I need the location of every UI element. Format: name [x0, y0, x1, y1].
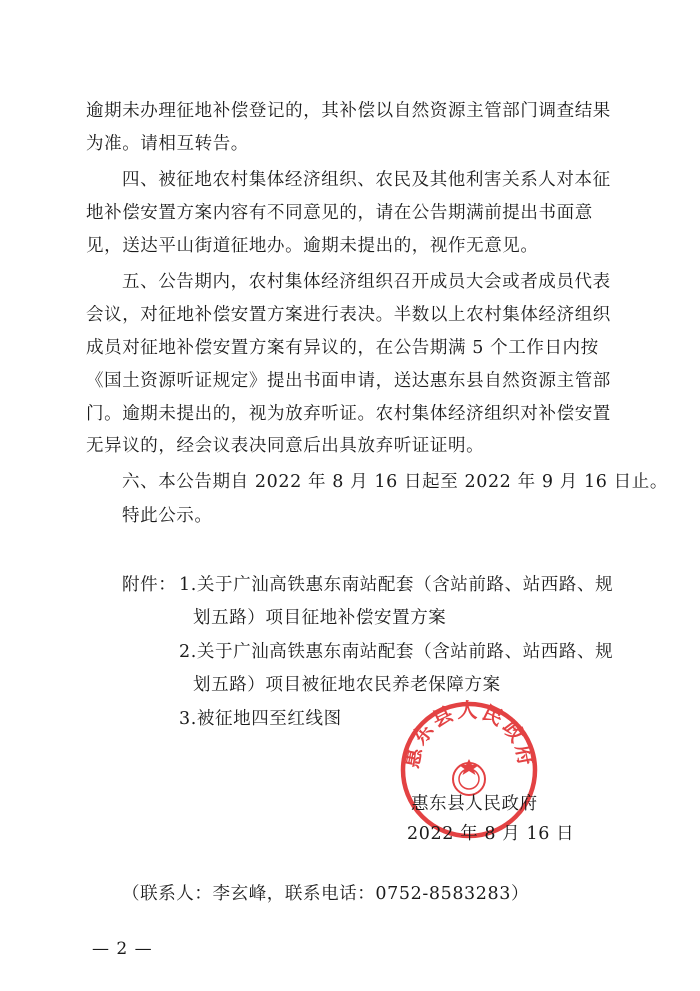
paragraph-4-line-2: 地补偿安置方案内容有不同意见的，请在公告期满前提出书面意 — [86, 203, 593, 223]
page-number: — 2 — — [92, 939, 153, 959]
attachment-2-line-1: 2.关于广汕高铁惠东南站配套（含站前路、站西路、规 — [179, 642, 614, 662]
seal-lettering: 惠东县人民政府 — [399, 699, 539, 770]
paragraph-5-line-3: 成员对征地补偿安置方案有异议的，在公告期满 5 个工作日内按 — [86, 338, 599, 358]
paragraph-4-line-3: 见，送达平山街道征地办。逾期未提出的，视作无意见。 — [86, 236, 539, 256]
closing-text: 特此公示。 — [122, 506, 213, 526]
official-seal-icon — [398, 699, 540, 841]
attachment-3: 3.被征地四至红线图 — [179, 709, 342, 729]
signing-date: 2022 年 8 月 16 日 — [407, 824, 575, 844]
attachments-label: 附件： — [122, 575, 177, 595]
paragraph-3-line-1: 逾期未办理征地补偿登记的，其补偿以自然资源主管部门调查结果 — [86, 101, 611, 121]
paragraph-5-line-4: 《国土资源听证规定》提出书面申请，送达惠东县自然资源主管部 — [86, 371, 611, 391]
attachment-2-line-2: 划五路）项目被征地农民养老保障方案 — [193, 675, 501, 695]
seal-emblem-inner — [459, 769, 479, 789]
paragraph-5-line-1: 五、公告期内，农村集体经济组织召开成员大会或者成员代表 — [122, 272, 611, 292]
paragraph-5-line-5: 门。逾期未提出的，视为放弃听证。农村集体经济组织对补偿安置 — [86, 404, 611, 424]
contact-info: （联系人：李玄峰，联系电话：0752-8583283） — [122, 884, 530, 904]
paragraph-5-line-2: 会议，对征地补偿安置方案进行表决。半数以上农村集体经济组织 — [86, 305, 611, 325]
signing-organization: 惠东县人民政府 — [411, 794, 538, 814]
paragraph-6: 六、本公告期自 2022 年 8 月 16 日起至 2022 年 9 月 16 日止。 — [122, 472, 668, 492]
paragraph-3-line-2: 为准。请相互转告。 — [86, 134, 249, 154]
paragraph-4-line-1: 四、被征地农村集体经济组织、农民及其他利害关系人对本征 — [122, 170, 611, 190]
paragraph-5-line-6: 无异议的，经会议表决同意后出具放弃听证证明。 — [86, 436, 485, 456]
attachment-1-line-2: 划五路）项目征地补偿安置方案 — [193, 608, 447, 628]
attachment-1-line-1: 1.关于广汕高铁惠东南站配套（含站前路、站西路、规 — [179, 575, 614, 595]
